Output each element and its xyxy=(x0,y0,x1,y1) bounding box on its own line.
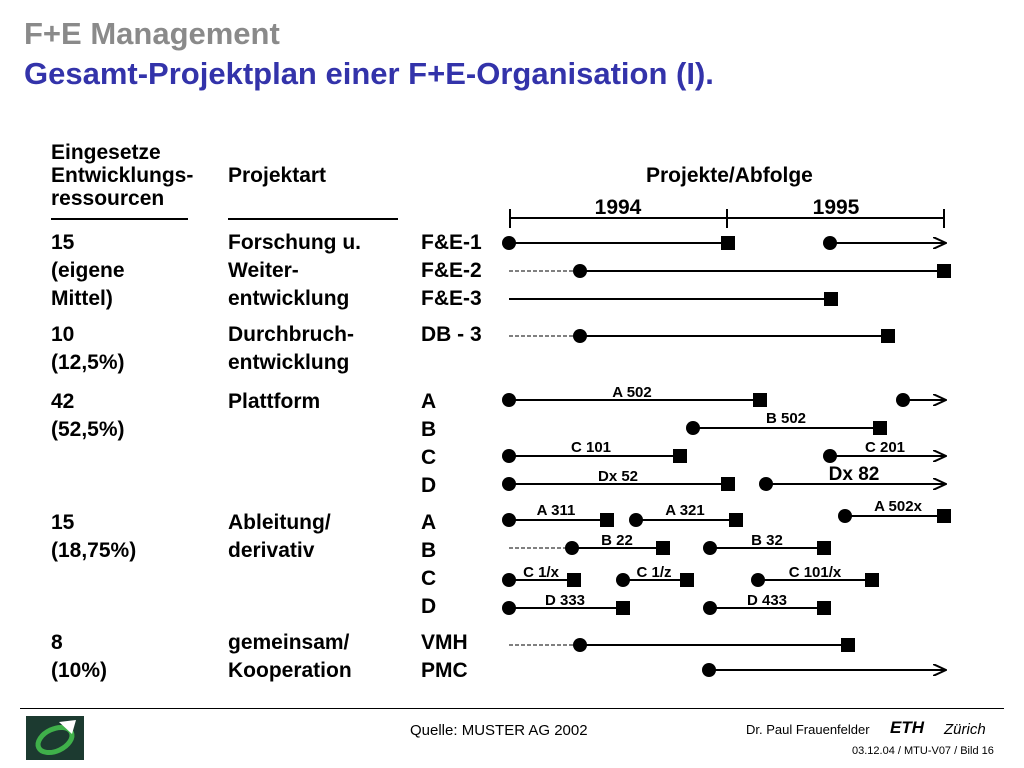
project-label: C xyxy=(421,446,437,469)
bar-label-c201: C 201 xyxy=(864,439,906,456)
project-label: A xyxy=(421,390,437,413)
bar-label-a321: A 321 xyxy=(665,502,705,519)
type-label: Ableitung/ xyxy=(228,511,331,534)
type-label: gemeinsam/ xyxy=(228,631,350,654)
resources-value: (52,5%) xyxy=(51,418,125,441)
footer-city: Zürich xyxy=(944,721,986,738)
bar-label-a502x: A 502x xyxy=(874,498,922,515)
bar-db-3 xyxy=(509,329,895,343)
header-projects: Projekte/Abfolge xyxy=(646,164,813,187)
resources-value: (eigene xyxy=(51,259,125,282)
footer-author: Dr. Paul Frauenfelder xyxy=(746,722,870,737)
slide-title: F+E Management xyxy=(24,16,280,51)
slide-subtitle: Gesamt-Projektplan einer F+E-Organisation (I). xyxy=(24,56,714,91)
project-label: F&E-1 xyxy=(421,231,482,254)
project-label: B xyxy=(421,539,437,562)
resources-value: Mittel) xyxy=(51,287,113,310)
project-label: F&E-3 xyxy=(421,287,482,310)
bar-fe-1 xyxy=(502,236,945,250)
footer-source: Quelle: MUSTER AG 2002 xyxy=(410,722,588,739)
bar-ableitung-a xyxy=(502,498,951,527)
project-label: VMH xyxy=(421,631,468,654)
resources-value: 15 xyxy=(51,231,75,254)
project-label: D xyxy=(421,595,437,618)
footer-slide-info: 03.12.04 / MTU-V07 / Bild 16 xyxy=(852,745,994,757)
year-label-1995: 1995 xyxy=(812,196,860,219)
bar-plattform-d xyxy=(502,464,945,491)
header-resources-line-1: Eingesetze xyxy=(51,141,161,164)
bar-label-a311: A 311 xyxy=(536,502,576,519)
project-label: DB - 3 xyxy=(421,323,482,346)
bar-label-b22: B 22 xyxy=(601,532,633,549)
bar-label-c1z: C 1/z xyxy=(636,564,672,581)
type-label: Durchbruch- xyxy=(228,323,354,346)
resources-value: 42 xyxy=(51,390,75,413)
project-label: PMC xyxy=(421,659,468,682)
bar-label-b32: B 32 xyxy=(751,532,783,549)
project-label: A xyxy=(421,511,437,534)
bar-plattform-b xyxy=(686,410,887,435)
resources-value: 10 xyxy=(51,323,75,346)
header-project-type: Projektart xyxy=(228,164,327,187)
project-label: F&E-2 xyxy=(421,259,482,282)
header-resources-line-3: ressourcen xyxy=(51,187,165,210)
resources-value: 8 xyxy=(51,631,63,654)
bar-fe-3 xyxy=(509,292,838,306)
resources-value: (18,75%) xyxy=(51,539,137,562)
type-label: entwicklung xyxy=(228,351,350,374)
bar-pmc xyxy=(702,663,945,677)
bar-label-dx52: Dx 52 xyxy=(597,468,639,485)
resources-value: (12,5%) xyxy=(51,351,125,374)
bar-label-c1x: C 1/x xyxy=(523,564,559,581)
bar-label-d333: D 333 xyxy=(544,592,586,609)
bar-plattform-c xyxy=(502,439,945,463)
bar-ableitung-b xyxy=(509,532,831,555)
bar-plattform-a xyxy=(502,384,945,407)
bar-label-c101x: C 101/x xyxy=(788,564,842,581)
footer-eth: ETH xyxy=(890,718,924,737)
type-label: Kooperation xyxy=(228,659,352,682)
project-label: D xyxy=(421,474,437,497)
type-label: Weiter- xyxy=(228,259,299,282)
bar-label-a502: A 502 xyxy=(612,384,652,401)
type-label: derivativ xyxy=(228,539,315,562)
header-resources-line-2: Entwicklungs- xyxy=(51,164,194,187)
bar-fe-2 xyxy=(509,264,951,278)
bar-ableitung-c xyxy=(502,564,879,587)
bar-label-d433: D 433 xyxy=(746,592,788,609)
bar-label-c101: C 101 xyxy=(570,439,612,456)
type-label: Forschung u. xyxy=(228,231,361,254)
type-label: Plattform xyxy=(228,390,321,413)
resources-value: 15 xyxy=(51,511,75,534)
footer-divider xyxy=(20,708,1004,709)
project-label: B xyxy=(421,418,437,441)
bar-ableitung-d xyxy=(502,592,831,615)
year-label-1994: 1994 xyxy=(594,196,642,219)
bar-label-b502: B 502 xyxy=(765,410,807,427)
type-label: entwicklung xyxy=(228,287,350,310)
bar-vmh xyxy=(509,638,855,652)
company-logo xyxy=(26,716,84,760)
project-label: C xyxy=(421,567,437,590)
year-axis xyxy=(510,196,944,228)
bar-label-dx82: Dx 82 xyxy=(828,464,880,485)
resources-value: (10%) xyxy=(51,659,108,682)
